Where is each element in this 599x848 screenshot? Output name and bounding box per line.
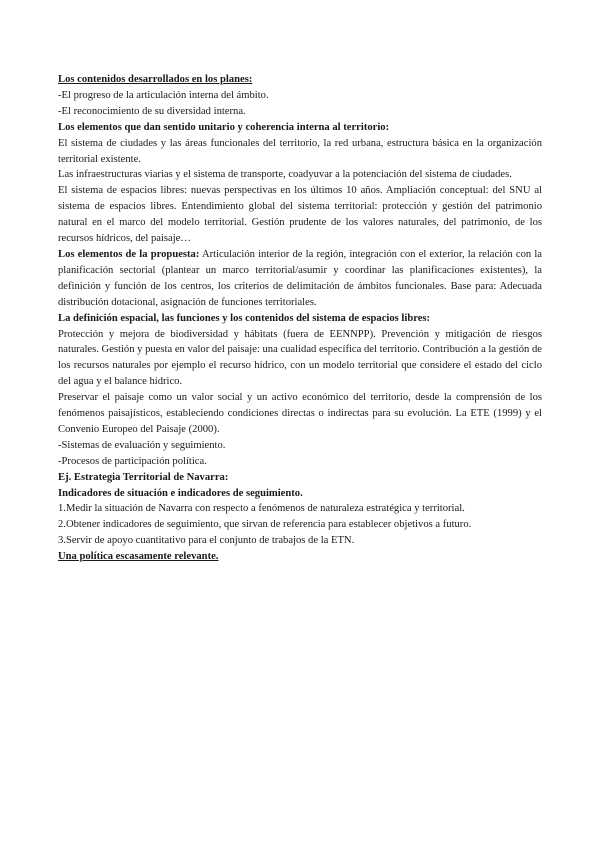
paragraph-paisaje: Preservar el paisaje como un valor social y un activo económico del territorio, desde la comprensión de los fenómenos paisajísticos, estableciendo condiciones directas o indirectas para su evolución. La ETE (1999) y el Convenio Europeo del Paisaje (2000).: [58, 392, 542, 435]
paragraph-procesos-participacion: -Procesos de participación política.: [58, 455, 207, 467]
list-item-3: 3.Servir de apoyo cuantitativo para el conjunto de trabajos de la ETN.: [58, 535, 355, 547]
paragraph-sistemas-evaluacion: -Sistemas de evaluación y seguimiento.: [58, 439, 226, 451]
heading-indicadores: Indicadores de situación e indicadores de seguimiento.: [58, 487, 303, 499]
label-elementos-propuesta: Los elementos de la propuesta:: [58, 248, 200, 260]
heading-estrategia-navarra: Ej. Estrategia Territorial de Navarra:: [58, 471, 229, 483]
paragraph-progreso: -El progreso de la articulación interna del ámbito.: [58, 89, 269, 101]
paragraph-espacios-libres: El sistema de espacios libres: nuevas perspectivas en los últimos 10 años. Ampliación conceptual: del SNU al sistema de espacios libres. Entendimiento global del sistema territorial: protección y gestión del patrimonio natural en el marco del modelo territorial. Gestión prudente de los valores naturales, del patrimonio, de los recursos hídricos, del paisaje…: [58, 185, 542, 245]
heading-contenidos: Los contenidos desarrollados en los planes:: [58, 74, 253, 85]
heading-politica: Una política escasamente relevante.: [58, 551, 219, 563]
list-item-1: 1.Medir la situación de Navarra con respecto a fenómenos de naturaleza estratégica y territorial.: [58, 503, 465, 515]
heading-elementos-unitario: Los elementos que dan sentido unitario y coherencia interna al territorio:: [58, 121, 390, 133]
paragraph-reconocimiento: -El reconocimiento de su diversidad interna.: [58, 105, 246, 117]
paragraph-infraestructuras: Las infraestructuras viarias y el sistema de transporte, coadyuvar a la potenciación del sistema de ciudades.: [58, 169, 512, 181]
document-page: [58, 72, 542, 565]
paragraph-proteccion: Protección y mejora de biodiversidad y hábitats (fuera de EENNPP). Prevención y mitigación de riesgos naturales. Gestión y puesta en valor del paisaje: una cualidad específica del territorio. Contribución a la gestión de los recursos naturales por ejemplo el recurso hídrico, con un modelo territorial que considere el estado del ciclo del agua y el balance hídrico.: [58, 328, 542, 388]
paragraph-sistema-ciudades: El sistema de ciudades y las áreas funcionales del territorio, la red urbana, estructura básica en la organización territorial existente.: [58, 137, 542, 165]
list-item-2: 2.Obtener indicadores de seguimiento, que sirvan de referencia para establecer objetivos a futuro.: [58, 519, 472, 531]
text-elementos-propuesta: Articulación interior de la región, integración con el exterior, la relación con la planificación sectorial (plantear un marco territorial/asumir y coordinar las planificaciones existentes), la definición y función de los centros, los criterios de delimitación de ámbitos funcionales. Base para: Adecuada distribución dotacional, asignación de funciones territoriales.: [58, 248, 542, 308]
paragraph-elementos-propuesta: [58, 247, 542, 311]
heading-definicion-espacial: La definición espacial, las funciones y los contenidos del sistema de espacios libres:: [58, 312, 431, 324]
